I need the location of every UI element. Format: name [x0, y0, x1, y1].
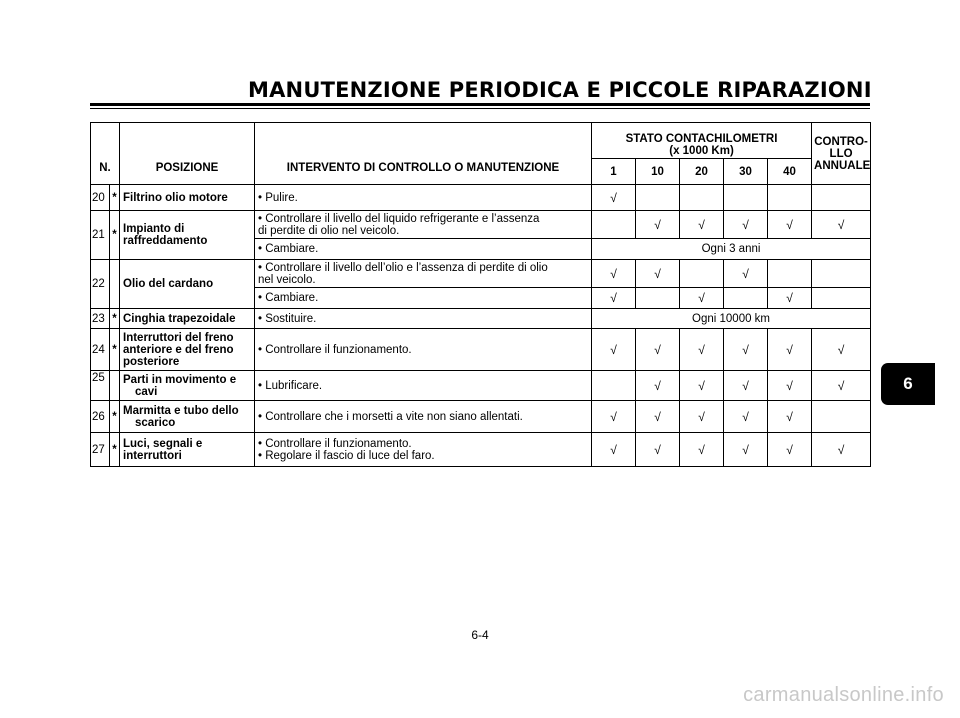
header-km-1: 1	[592, 159, 636, 185]
check-mark: √	[680, 433, 724, 467]
watermark: carmanualsonline.info	[743, 684, 944, 706]
check-mark: √	[680, 288, 724, 309]
row-star: *	[110, 329, 120, 371]
header-n: N.	[91, 123, 120, 185]
row-position: Filtrino olio motore	[120, 185, 255, 211]
row-action: • Controllare il livello dell’olio e l’assenza di perdite di olio nel veicolo.	[255, 260, 592, 288]
empty-cell	[812, 260, 871, 288]
check-mark: √	[768, 401, 812, 433]
check-mark: √	[768, 433, 812, 467]
interval-note: Ogni 3 anni	[592, 239, 871, 260]
title-rule-thin	[90, 108, 870, 109]
check-mark: √	[812, 329, 871, 371]
empty-cell	[812, 401, 871, 433]
chapter-tab[interactable]: 6	[881, 363, 935, 405]
empty-cell	[680, 260, 724, 288]
check-mark: √	[592, 288, 636, 309]
maintenance-table	[90, 122, 871, 467]
check-mark: √	[724, 211, 768, 239]
row-position: Luci, segnali e interruttori	[120, 433, 255, 467]
empty-cell	[724, 288, 768, 309]
row-number: 23	[91, 309, 110, 329]
row-position: Marmitta e tubo dello scarico	[120, 401, 255, 433]
empty-cell	[592, 211, 636, 239]
empty-cell	[636, 288, 680, 309]
table-row	[91, 185, 871, 211]
row-action: • Controllare il funzionamento. • Regolare il fascio di luce del faro.	[255, 433, 592, 467]
page-title: MANUTENZIONE PERIODICA E PICCOLE RIPARAZIONI	[248, 78, 872, 102]
row-action: • Controllare il livello del liquido refrigerante e l’assenza di perdite di olio nel veicolo.	[255, 211, 592, 239]
table-row	[91, 433, 871, 467]
header-odometer: STATO CONTACHILOMETRI (x 1000 Km)	[592, 123, 812, 159]
page-number: 6-4	[471, 628, 489, 642]
header-km-30: 30	[724, 159, 768, 185]
empty-cell	[636, 185, 680, 211]
check-mark: √	[812, 371, 871, 401]
header-km-40: 40	[768, 159, 812, 185]
row-position: Impianto di raffreddamento	[120, 211, 255, 260]
interval-note: Ogni 10000 km	[592, 309, 871, 329]
row-star	[110, 371, 120, 401]
header-annual: CONTRO- LLO ANNUALE	[812, 123, 871, 185]
check-mark: √	[636, 433, 680, 467]
check-mark: √	[636, 401, 680, 433]
header-position: POSIZIONE	[120, 123, 255, 185]
row-number: 26	[91, 401, 110, 433]
table-row	[91, 401, 871, 433]
row-star: *	[110, 185, 120, 211]
row-number: 21	[91, 211, 110, 260]
check-mark: √	[592, 433, 636, 467]
table-row	[91, 371, 871, 401]
check-mark: √	[724, 260, 768, 288]
check-mark: √	[768, 288, 812, 309]
table-row	[91, 260, 871, 288]
check-mark: √	[680, 401, 724, 433]
row-star: *	[110, 433, 120, 467]
check-mark: √	[592, 260, 636, 288]
row-action: • Controllare che i morsetti a vite non siano allentati.	[255, 401, 592, 433]
empty-cell	[680, 185, 724, 211]
check-mark: √	[724, 371, 768, 401]
table-row	[91, 329, 871, 371]
check-mark: √	[724, 433, 768, 467]
row-star: *	[110, 211, 120, 260]
row-number: 20	[91, 185, 110, 211]
check-mark: √	[636, 329, 680, 371]
check-mark: √	[724, 329, 768, 371]
check-mark: √	[592, 401, 636, 433]
row-action: • Cambiare.	[255, 288, 592, 309]
check-mark: √	[680, 329, 724, 371]
check-mark: √	[680, 211, 724, 239]
check-mark: √	[680, 371, 724, 401]
row-action: • Pulire.	[255, 185, 592, 211]
header-intervention: INTERVENTO DI CONTROLLO O MANUTENZIONE	[255, 123, 592, 185]
row-number: 22	[91, 260, 110, 309]
check-mark: √	[812, 211, 871, 239]
row-action: • Cambiare.	[255, 239, 592, 260]
row-star: *	[110, 309, 120, 329]
row-number: 25	[91, 371, 110, 401]
check-mark: √	[768, 371, 812, 401]
header-row-top	[91, 123, 871, 159]
row-position: Interruttori del freno anteriore e del freno posteriore	[120, 329, 255, 371]
row-star: *	[110, 401, 120, 433]
empty-cell	[812, 185, 871, 211]
check-mark: √	[812, 433, 871, 467]
check-mark: √	[768, 211, 812, 239]
empty-cell	[812, 288, 871, 309]
row-position: Olio del cardano	[120, 260, 255, 309]
header-km-10: 10	[636, 159, 680, 185]
empty-cell	[768, 185, 812, 211]
row-action: • Sostituire.	[255, 309, 592, 329]
row-action: • Lubrificare.	[255, 371, 592, 401]
row-action: • Controllare il funzionamento.	[255, 329, 592, 371]
check-mark: √	[592, 329, 636, 371]
header-km-20: 20	[680, 159, 724, 185]
row-number: 27	[91, 433, 110, 467]
check-mark: √	[636, 371, 680, 401]
row-number: 24	[91, 329, 110, 371]
check-mark: √	[768, 329, 812, 371]
check-mark: √	[636, 260, 680, 288]
check-mark: √	[724, 401, 768, 433]
table-row	[91, 211, 871, 239]
table-row	[91, 309, 871, 329]
check-mark: √	[592, 185, 636, 211]
empty-cell	[768, 260, 812, 288]
row-position: Cinghia trapezoidale	[120, 309, 255, 329]
empty-cell	[724, 185, 768, 211]
check-mark: √	[636, 211, 680, 239]
row-position: Parti in movimento e cavi	[120, 371, 255, 401]
title-rule	[90, 103, 870, 106]
row-star	[110, 260, 120, 309]
empty-cell	[592, 371, 636, 401]
